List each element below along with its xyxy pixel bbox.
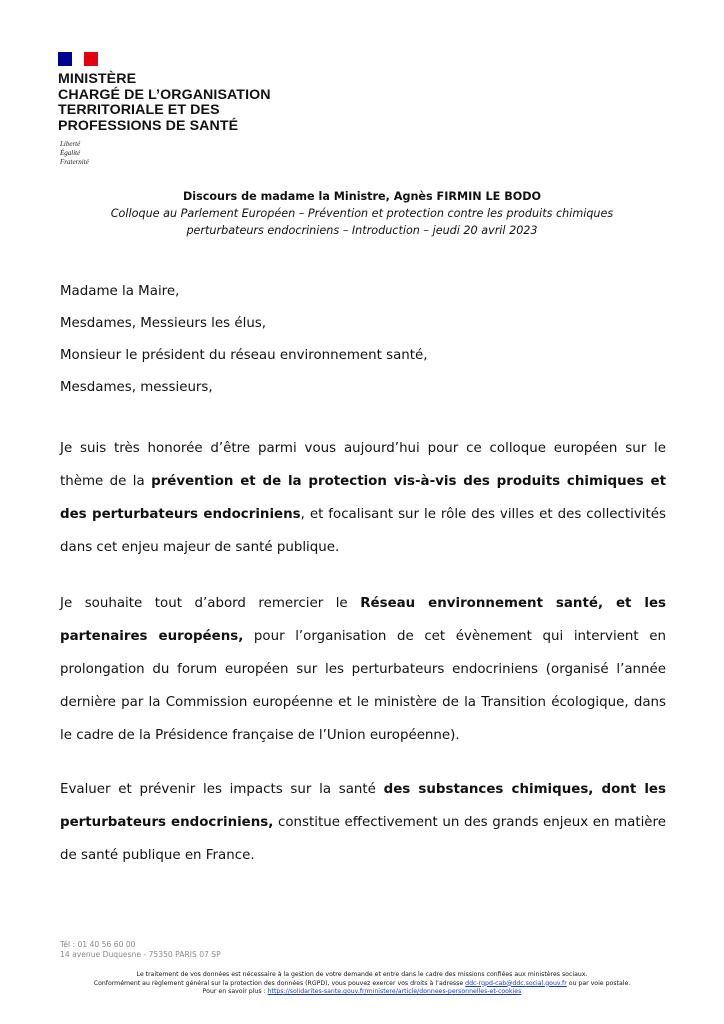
speech-title — [60, 188, 664, 239]
speech-subtitle-line: perturbateurs endocriniens – Introduction – jeudi 20 avril 2023 — [186, 224, 538, 237]
ministry-line: TERRITORIALE ET DES — [58, 102, 220, 118]
republic-motto — [60, 140, 180, 167]
flag-white-stripe — [72, 52, 84, 66]
paragraph-text: pour l’organisation de cet évènement qui intervient en prolongation du forum européen sur les perturbateurs endocriniens (organisé l’année dernière par la Commission européenne et le ministère de la Transition écologique, dans le cadre de la Présidence française de l’Union européenne). — [60, 629, 666, 743]
motto-line: Fraternité — [60, 158, 89, 166]
paragraph — [60, 773, 666, 872]
paragraph-text: , et focalisant sur le rôle des villes et des collectivités dans cet enjeu majeur de santé publique. — [60, 507, 666, 555]
paragraph-bold-text: prévention et de la protection vis-à-vis des produits chimiques et des perturbateurs endocriniens — [60, 474, 666, 522]
legal-text: Pour en savoir plus : — [202, 988, 268, 995]
paragraph-text: constitue effectivement un des grands enjeux en matière de santé publique en France. — [60, 815, 666, 863]
flag-blue-stripe — [58, 52, 72, 66]
privacy-policy-link[interactable]: https://solidarites-sante.gouv.fr/ministere/article/donnees-personnelles-et-cookies — [267, 988, 522, 995]
speech-title-line: Discours de madame la Ministre, Agnès FIRMIN LE BODO — [182, 190, 542, 203]
republic-flag-logo — [58, 52, 98, 66]
paragraph-text: Je suis très honorée d’être parmi vous aujourd’hui pour ce colloque européen sur le thème de la — [60, 441, 666, 489]
legal-line: Le traitement de vos données est nécessaire à la gestion de votre demande et entre dans le cadre des missions confiées aux ministères sociaux. — [136, 971, 588, 978]
flag-red-stripe — [84, 52, 98, 66]
postal-address: 14 avenue Duquesne - 75350 PARIS 07 SP — [60, 950, 221, 959]
motto-line: Liberté — [60, 140, 81, 148]
paragraph-bold-text: des substances chimiques, dont les perturbateurs endocriniens, — [60, 782, 666, 830]
contact-info — [60, 940, 221, 960]
salutation: Mesdames, Messieurs les élus, — [60, 316, 267, 331]
phone-number: Tél : 01 40 56 60 00 — [60, 940, 136, 949]
ministry-name — [58, 72, 358, 134]
legal-notice — [40, 971, 684, 997]
salutation: Monsieur le président du réseau environnement santé, — [60, 348, 428, 363]
legal-text: Conformément au règlement général sur la protection des données (RGPD), vous pouvez exercer vos droits à l’adresse — [93, 979, 466, 987]
salutation: Madame la Maire, — [60, 284, 180, 299]
paragraph-bold-text: Réseau environnement santé, et les partenaires européens, — [60, 596, 667, 644]
ministry-line: MINISTÈRE — [58, 71, 137, 87]
rgpd-email-link[interactable]: ddc-rgpd-cab@ddc.social.gouv.fr — [465, 979, 567, 987]
ministry-line: PROFESSIONS DE SANTÉ — [58, 117, 239, 134]
paragraph-text: Evaluer et prévenir les impacts sur la santé — [60, 782, 384, 797]
paragraph — [60, 432, 666, 564]
legal-line — [40, 988, 684, 997]
paragraph — [60, 587, 666, 752]
speech-subtitle-line: Colloque au Parlement Européen – Prévention et protection contre les produits chimiques — [110, 207, 614, 220]
ministry-line: CHARGÉ DE L’ORGANISATION — [58, 86, 271, 103]
salutation: Mesdames, messieurs, — [60, 380, 213, 395]
motto-line: Égalité — [60, 149, 81, 157]
legal-line — [40, 980, 684, 989]
paragraph-text: Je souhaite tout d’abord remercier le — [60, 596, 361, 611]
legal-text: ou par voie postale. — [566, 979, 631, 987]
